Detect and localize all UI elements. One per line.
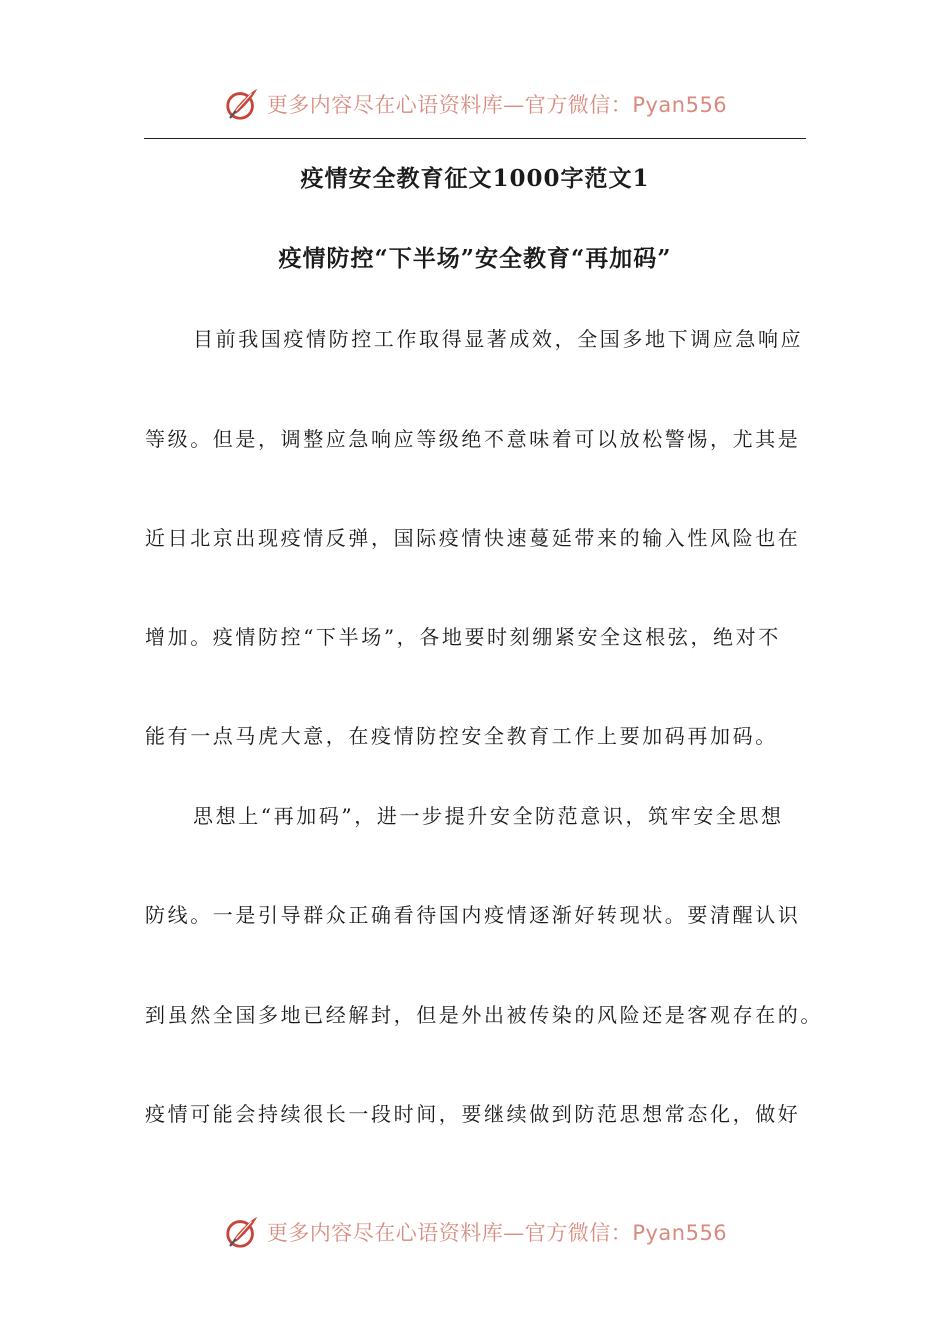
body-line: 目前我国疫情防控工作取得显著成效，全国多地下调应急响应	[193, 327, 804, 351]
body-line: 到虽然全国多地已经解封，但是外出被传染的风险还是客观存在的。	[145, 1003, 823, 1027]
header-banner	[0, 80, 950, 128]
body-line: 增加。疫情防控“下半场”，各地要时刻绷紧安全这根弦，绝对不	[145, 625, 781, 649]
banner-slogan: 更多内容尽在心语资料库—官方微信：	[266, 1221, 633, 1245]
banner-text	[267, 1217, 727, 1247]
body-line: 能有一点马虎大意，在疫情防控安全教育工作上要加码再加码。	[145, 724, 778, 748]
body-line: 防线。一是引导群众正确看待国内疫情逐渐好转现状。要清醒认识	[145, 903, 801, 927]
banner-slogan: 更多内容尽在心语资料库—官方微信：	[266, 93, 633, 117]
body-line: 疫情可能会持续很长一段时间，要继续做到防范思想常态化，做好	[145, 1102, 801, 1126]
body-line: 思想上“再加码”，进一步提升安全防范意识，筑牢安全思想	[193, 804, 784, 828]
banner-text	[267, 89, 727, 119]
header-divider	[144, 138, 806, 139]
body-line: 等级。但是，调整应急响应等级绝不意味着可以放松警惕，尤其是	[145, 427, 801, 451]
banner-wechat-id: Pyan556	[632, 93, 728, 117]
document-title: 疫情安全教育征文1000字范文1	[300, 165, 650, 192]
banner-wechat-id: Pyan556	[632, 1221, 728, 1245]
body-line: 近日北京出现疫情反弹，国际疫情快速蔓延带来的输入性风险也在	[145, 526, 801, 550]
document-subtitle: 疫情防控“下半场”安全教育“再加码”	[278, 245, 672, 272]
quill-pen-circle-icon	[223, 85, 261, 123]
footer-banner	[0, 1208, 950, 1256]
quill-pen-circle-icon	[223, 1213, 261, 1251]
